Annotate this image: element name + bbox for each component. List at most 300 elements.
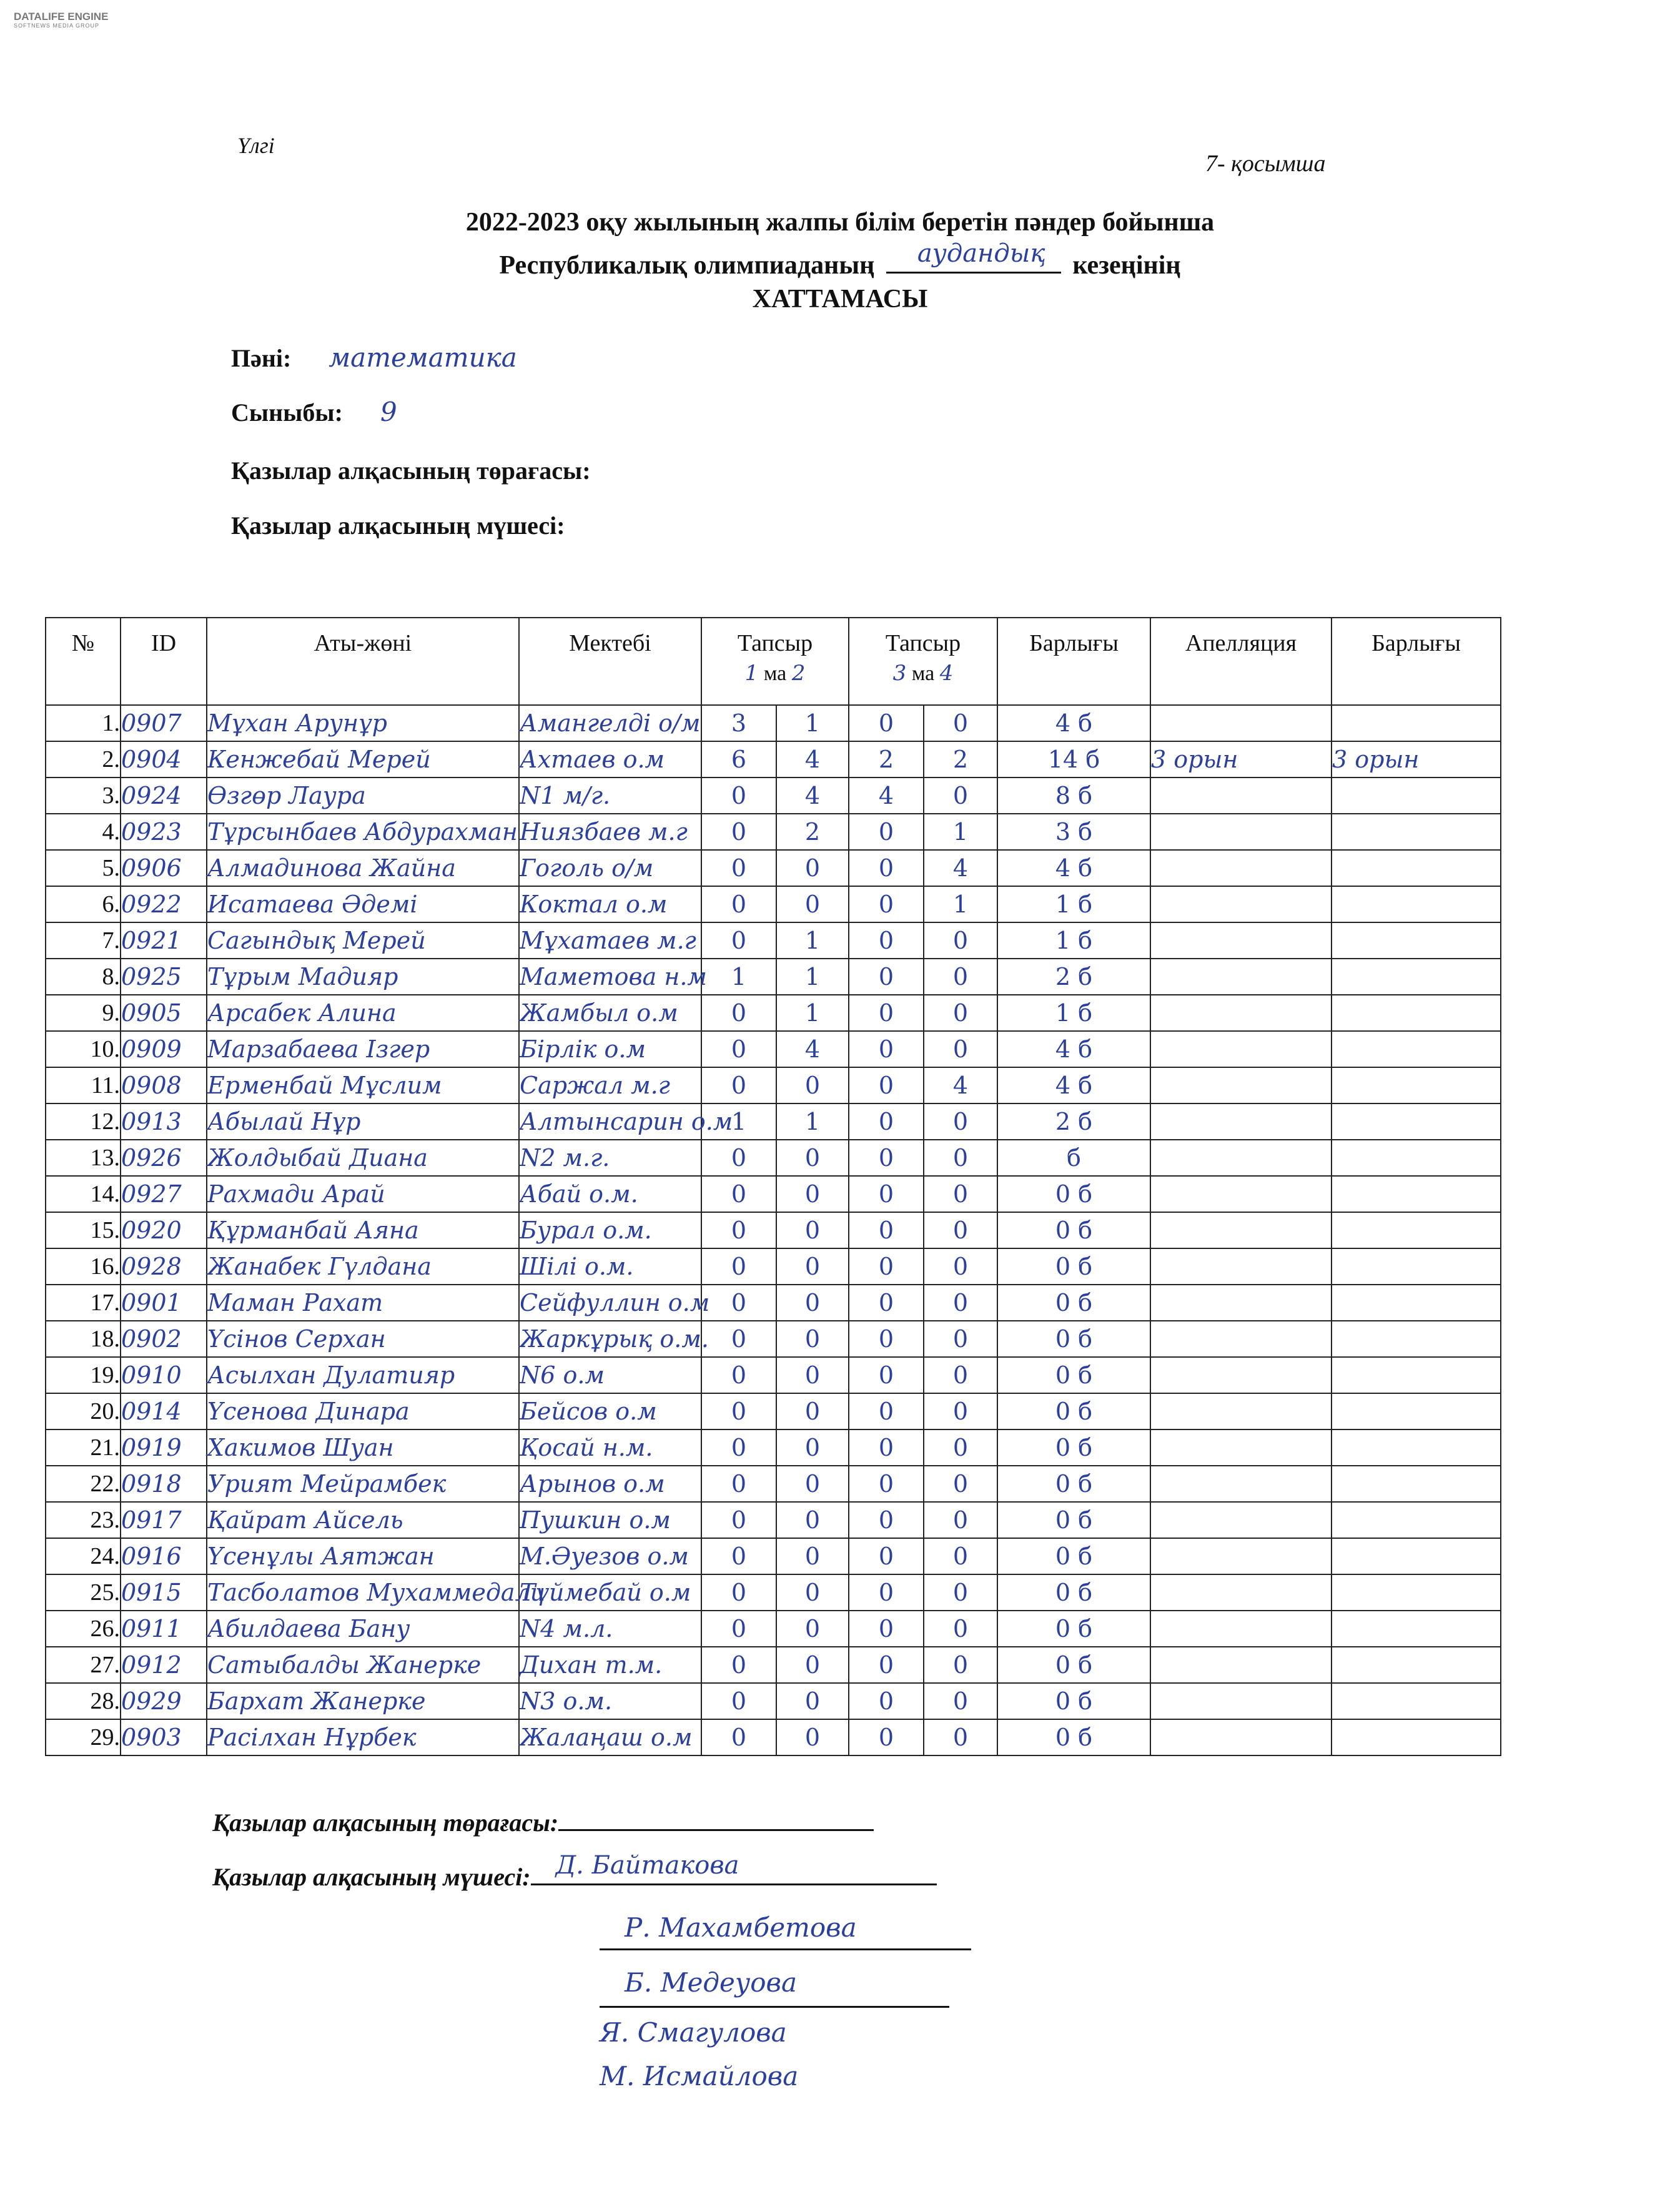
row-final	[1332, 1140, 1501, 1176]
row-id: 0907	[121, 705, 207, 741]
row-id: 0924	[121, 778, 207, 814]
col-task-b-label: Тапсыр	[885, 630, 961, 656]
footer-member-label: Қазылар алқасының мүшесі:	[212, 1863, 531, 1891]
row-school: Ниязбаев м.г	[519, 814, 701, 850]
row-final	[1332, 1393, 1501, 1429]
row-total: 8 б	[997, 778, 1150, 814]
row-task-4: 0	[924, 1357, 997, 1393]
row-task-3: 0	[849, 1683, 924, 1719]
row-school: Маметова н.м	[519, 959, 701, 995]
row-school: Жаркұрық о.м.	[519, 1321, 701, 1357]
row-task-3: 0	[849, 1611, 924, 1647]
row-appeal	[1150, 886, 1332, 922]
row-task-1: 0	[701, 1285, 776, 1321]
row-number: 22.	[46, 1466, 121, 1502]
row-name: Сатыбалды Жанерке	[207, 1647, 519, 1683]
row-name: Тұрсынбаев Абдурахман	[207, 814, 519, 850]
col-task-b-ma: ма	[911, 662, 935, 685]
row-task-1: 0	[701, 1683, 776, 1719]
row-final	[1332, 1466, 1501, 1502]
row-task-1: 1	[701, 959, 776, 995]
table-row	[46, 995, 1501, 1031]
row-task-3: 0	[849, 1357, 924, 1393]
row-task-3: 0	[849, 922, 924, 959]
row-task-1: 0	[701, 1429, 776, 1466]
row-final	[1332, 1502, 1501, 1538]
row-final	[1332, 1067, 1501, 1103]
row-school: Гоголь о/м	[519, 850, 701, 886]
row-id: 0919	[121, 1429, 207, 1466]
row-number: 29.	[46, 1719, 121, 1755]
row-task-4: 0	[924, 959, 997, 995]
row-task-3: 4	[849, 778, 924, 814]
row-total: 0 б	[997, 1212, 1150, 1248]
row-id: 0926	[121, 1140, 207, 1176]
table-row	[46, 1611, 1501, 1647]
row-task-2: 0	[776, 1683, 849, 1719]
row-total: 0 б	[997, 1176, 1150, 1212]
row-task-1: 0	[701, 1574, 776, 1611]
row-task-1: 0	[701, 886, 776, 922]
row-task-2: 0	[776, 1357, 849, 1393]
footer-member	[212, 1851, 937, 1892]
row-id: 0909	[121, 1031, 207, 1067]
row-task-2: 1	[776, 705, 849, 741]
row-appeal	[1150, 959, 1332, 995]
row-number: 6.	[46, 886, 121, 922]
table-row	[46, 1683, 1501, 1719]
row-number: 9.	[46, 995, 121, 1031]
row-appeal	[1150, 1719, 1332, 1755]
row-total: 2 б	[997, 959, 1150, 995]
row-task-4: 0	[924, 1719, 997, 1755]
row-task-3: 0	[849, 995, 924, 1031]
row-school: Коктал о.м	[519, 886, 701, 922]
row-final	[1332, 1212, 1501, 1248]
row-school: Жамбыл о.м	[519, 995, 701, 1031]
row-total: 4 б	[997, 850, 1150, 886]
row-school: Шілі о.м.	[519, 1248, 701, 1285]
row-id: 0908	[121, 1067, 207, 1103]
table-row	[46, 741, 1501, 778]
table-row	[46, 1285, 1501, 1321]
row-number: 11.	[46, 1067, 121, 1103]
row-number: 26.	[46, 1611, 121, 1647]
signature-1: Д. Байтакова	[555, 1851, 739, 1880]
subject-value: математика	[329, 342, 517, 373]
row-task-1: 0	[701, 1647, 776, 1683]
row-task-1: 0	[701, 1067, 776, 1103]
row-task-1: 0	[701, 1393, 776, 1429]
row-number: 18.	[46, 1321, 121, 1357]
row-task-1: 0	[701, 1140, 776, 1176]
row-task-2: 1	[776, 995, 849, 1031]
row-task-4: 0	[924, 1031, 997, 1067]
table-header-row	[46, 618, 1501, 705]
row-task-1: 0	[701, 850, 776, 886]
row-school: Сейфуллин о.м	[519, 1285, 701, 1321]
row-school: Алтынсарин о.м	[519, 1103, 701, 1140]
row-school: N2 м.г.	[519, 1140, 701, 1176]
row-task-4: 0	[924, 1285, 997, 1321]
row-id: 0903	[121, 1719, 207, 1755]
row-task-1: 0	[701, 778, 776, 814]
stage-field	[886, 239, 1061, 274]
row-task-1: 0	[701, 1611, 776, 1647]
row-final	[1332, 886, 1501, 922]
row-task-2: 0	[776, 1285, 849, 1321]
row-appeal	[1150, 1574, 1332, 1611]
table-row	[46, 814, 1501, 850]
watermark-main: DATALIFE ENGINE	[14, 11, 109, 22]
row-name: Расілхан Нұрбек	[207, 1719, 519, 1755]
signature-3: Б. Медеуова	[625, 1967, 798, 1998]
row-final	[1332, 1248, 1501, 1285]
table-row	[46, 1248, 1501, 1285]
row-task-4: 0	[924, 1176, 997, 1212]
grade-value: 9	[380, 397, 397, 427]
row-task-2: 4	[776, 778, 849, 814]
row-task-3: 0	[849, 1140, 924, 1176]
row-total: 0 б	[997, 1502, 1150, 1538]
stage-value: аудандық	[917, 239, 1045, 268]
page-title: ХАТТАМАСЫ	[752, 285, 928, 313]
row-task-4: 0	[924, 1683, 997, 1719]
row-task-4: 0	[924, 1140, 997, 1176]
row-task-2: 0	[776, 886, 849, 922]
row-name: Исатаева Әдемі	[207, 886, 519, 922]
row-final	[1332, 995, 1501, 1031]
row-id: 0918	[121, 1466, 207, 1502]
row-school: Бірлік о.м	[519, 1031, 701, 1067]
row-name: Марзабаева Ізгер	[207, 1031, 519, 1067]
table-row	[46, 1466, 1501, 1502]
row-appeal	[1150, 814, 1332, 850]
grade-label: Сыныбы:	[231, 398, 343, 427]
row-appeal	[1150, 1176, 1332, 1212]
row-name: Урият Мейрамбек	[207, 1466, 519, 1502]
row-school: Амангелді о/м	[519, 705, 701, 741]
row-appeal	[1150, 1031, 1332, 1067]
row-number: 16.	[46, 1248, 121, 1285]
row-task-3: 0	[849, 1176, 924, 1212]
row-id: 0912	[121, 1647, 207, 1683]
row-id: 0929	[121, 1683, 207, 1719]
row-total: 0 б	[997, 1357, 1150, 1393]
row-id: 0910	[121, 1357, 207, 1393]
table-row	[46, 886, 1501, 922]
row-school: Дихан т.м.	[519, 1647, 701, 1683]
col-appeal: Апелляция	[1150, 618, 1332, 705]
row-task-1: 0	[701, 1031, 776, 1067]
row-total: 0 б	[997, 1574, 1150, 1611]
row-task-4: 1	[924, 886, 997, 922]
row-appeal	[1150, 705, 1332, 741]
row-number: 12.	[46, 1103, 121, 1140]
row-id: 0928	[121, 1248, 207, 1285]
watermark	[14, 11, 108, 29]
row-number: 4.	[46, 814, 121, 850]
row-name: Жолдыбай Диана	[207, 1140, 519, 1176]
row-task-4: 4	[924, 1067, 997, 1103]
col-task-b	[849, 618, 997, 705]
row-appeal	[1150, 922, 1332, 959]
row-school: М.Әуезов о.м	[519, 1538, 701, 1574]
row-task-3: 0	[849, 1248, 924, 1285]
row-task-2: 0	[776, 1611, 849, 1647]
row-task-3: 0	[849, 1502, 924, 1538]
row-total: 0 б	[997, 1611, 1150, 1647]
title-line-1: 2022-2023 оқу жылының жалпы білім беретін пәндер бойынша	[465, 208, 1215, 237]
row-task-3: 0	[849, 1466, 924, 1502]
row-final	[1332, 1538, 1501, 1574]
row-number: 20.	[46, 1393, 121, 1429]
row-task-3: 0	[849, 814, 924, 850]
signature-line-3	[600, 2005, 949, 2008]
row-task-2: 0	[776, 1321, 849, 1357]
row-total: 1 б	[997, 886, 1150, 922]
row-task-3: 2	[849, 741, 924, 778]
row-final	[1332, 1357, 1501, 1393]
row-task-1: 0	[701, 1248, 776, 1285]
row-final	[1332, 1103, 1501, 1140]
row-final	[1332, 1429, 1501, 1466]
row-task-1: 0	[701, 995, 776, 1031]
table-row	[46, 850, 1501, 886]
table-row	[46, 1031, 1501, 1067]
row-task-3: 0	[849, 1212, 924, 1248]
row-name: Хакимов Шуан	[207, 1429, 519, 1466]
table-row	[46, 1647, 1501, 1683]
row-final	[1332, 1031, 1501, 1067]
row-task-1: 6	[701, 741, 776, 778]
row-name: Жанабек Гүлдана	[207, 1248, 519, 1285]
row-school: Арынов о.м	[519, 1466, 701, 1502]
col-task-a-n2: 2	[791, 661, 806, 686]
row-id: 0925	[121, 959, 207, 995]
row-task-2: 0	[776, 850, 849, 886]
row-task-4: 0	[924, 1212, 997, 1248]
footer-chair	[212, 1807, 874, 1837]
table-row	[46, 1357, 1501, 1393]
title-line-2-after: кезеңінің	[1072, 251, 1181, 280]
row-id: 0904	[121, 741, 207, 778]
row-task-2: 0	[776, 1393, 849, 1429]
row-appeal	[1150, 1647, 1332, 1683]
member-field	[231, 511, 565, 540]
row-school: N3 о.м.	[519, 1683, 701, 1719]
table-row	[46, 1140, 1501, 1176]
row-task-1: 0	[701, 814, 776, 850]
row-id: 0911	[121, 1611, 207, 1647]
row-total: 0 б	[997, 1683, 1150, 1719]
row-appeal	[1150, 1538, 1332, 1574]
row-name: Тасболатов Мухаммедали	[207, 1574, 519, 1611]
row-task-2: 2	[776, 814, 849, 850]
table-row	[46, 1103, 1501, 1140]
row-appeal	[1150, 850, 1332, 886]
row-number: 21.	[46, 1429, 121, 1466]
row-task-4: 0	[924, 1611, 997, 1647]
row-task-2: 0	[776, 1502, 849, 1538]
table-row	[46, 1574, 1501, 1611]
row-task-4: 0	[924, 1647, 997, 1683]
row-final	[1332, 778, 1501, 814]
row-name: Өзгөр Лаура	[207, 778, 519, 814]
row-final	[1332, 814, 1501, 850]
row-final	[1332, 705, 1501, 741]
row-task-2: 0	[776, 1719, 849, 1755]
row-task-4: 0	[924, 995, 997, 1031]
row-task-4: 4	[924, 850, 997, 886]
row-id: 0921	[121, 922, 207, 959]
row-number: 28.	[46, 1683, 121, 1719]
row-task-3: 0	[849, 1393, 924, 1429]
appendix-label: 7- қосымша	[1205, 151, 1326, 177]
row-number: 23.	[46, 1502, 121, 1538]
row-task-1: 0	[701, 1212, 776, 1248]
row-task-2: 1	[776, 959, 849, 995]
row-total: 0 б	[997, 1466, 1150, 1502]
table-row	[46, 1067, 1501, 1103]
row-name: Рахмади Арай	[207, 1176, 519, 1212]
row-id: 0923	[121, 814, 207, 850]
row-id: 0906	[121, 850, 207, 886]
signature-5: М. Исмайлова	[600, 2061, 799, 2091]
row-task-4: 2	[924, 741, 997, 778]
col-task-a-n1: 1	[744, 661, 759, 686]
table-row	[46, 778, 1501, 814]
row-school: Мұхатаев м.г	[519, 922, 701, 959]
row-task-1: 3	[701, 705, 776, 741]
row-appeal	[1150, 1285, 1332, 1321]
row-appeal	[1150, 1393, 1332, 1429]
row-task-1: 0	[701, 1538, 776, 1574]
row-appeal	[1150, 778, 1332, 814]
table-row	[46, 959, 1501, 995]
row-task-2: 0	[776, 1466, 849, 1502]
row-appeal	[1150, 995, 1332, 1031]
row-task-3: 0	[849, 959, 924, 995]
row-name: Абилдаева Бану	[207, 1611, 519, 1647]
row-name: Алмадинова Жайна	[207, 850, 519, 886]
row-task-3: 0	[849, 850, 924, 886]
row-task-2: 0	[776, 1538, 849, 1574]
row-school: Түймебай о.м	[519, 1574, 701, 1611]
row-school: N1 м/г.	[519, 778, 701, 814]
row-name: Маман Рахат	[207, 1285, 519, 1321]
row-total: 1 б	[997, 922, 1150, 959]
row-task-4: 0	[924, 1393, 997, 1429]
row-school: Абай о.м.	[519, 1176, 701, 1212]
row-task-4: 0	[924, 1466, 997, 1502]
row-task-2: 1	[776, 922, 849, 959]
row-appeal	[1150, 1357, 1332, 1393]
row-id: 0920	[121, 1212, 207, 1248]
row-name: Кенжебай Мерей	[207, 741, 519, 778]
row-task-2: 0	[776, 1429, 849, 1466]
col-total-after: Барлығы	[1332, 618, 1501, 705]
row-school: Саржал м.г	[519, 1067, 701, 1103]
row-school: Бурал о.м.	[519, 1212, 701, 1248]
table-row	[46, 1429, 1501, 1466]
row-id: 0914	[121, 1393, 207, 1429]
table-body	[46, 705, 1501, 1755]
row-final	[1332, 1611, 1501, 1647]
row-total: 0 б	[997, 1321, 1150, 1357]
row-task-3: 0	[849, 1031, 924, 1067]
row-appeal	[1150, 1212, 1332, 1248]
row-task-2: 4	[776, 1031, 849, 1067]
row-task-1: 0	[701, 1176, 776, 1212]
footer-chair-label: Қазылар алқасының төрағасы:	[212, 1809, 559, 1837]
row-total: 4 б	[997, 1067, 1150, 1103]
row-appeal	[1150, 1502, 1332, 1538]
col-task-a-sub	[702, 661, 848, 686]
row-task-1: 0	[701, 922, 776, 959]
row-number: 27.	[46, 1647, 121, 1683]
row-task-1: 1	[701, 1103, 776, 1140]
row-number: 8.	[46, 959, 121, 995]
row-number: 14.	[46, 1176, 121, 1212]
row-total: 3 б	[997, 814, 1150, 850]
row-task-3: 0	[849, 1103, 924, 1140]
signature-line-2	[600, 1947, 971, 1950]
row-task-1: 0	[701, 1357, 776, 1393]
row-school: Қосай н.м.	[519, 1429, 701, 1466]
row-school: Жалаңаш о.м	[519, 1719, 701, 1755]
row-task-3: 0	[849, 1067, 924, 1103]
row-task-4: 0	[924, 1248, 997, 1285]
row-total: 2 б	[997, 1103, 1150, 1140]
results-table	[45, 617, 1501, 1756]
row-number: 2.	[46, 741, 121, 778]
row-id: 0902	[121, 1321, 207, 1357]
row-final	[1332, 1176, 1501, 1212]
row-id: 0913	[121, 1103, 207, 1140]
row-task-1: 0	[701, 1321, 776, 1357]
row-task-3: 0	[849, 1574, 924, 1611]
row-total: 4 б	[997, 705, 1150, 741]
title-line-2	[0, 239, 1680, 280]
row-task-3: 0	[849, 705, 924, 741]
row-name: Арсабек Алина	[207, 995, 519, 1031]
row-total: 0 б	[997, 1538, 1150, 1574]
row-id: 0917	[121, 1502, 207, 1538]
row-total: 14 б	[997, 741, 1150, 778]
row-final	[1332, 1574, 1501, 1611]
row-name: Асылхан Дулатияр	[207, 1357, 519, 1393]
row-final	[1332, 850, 1501, 886]
row-task-1: 0	[701, 1502, 776, 1538]
row-number: 7.	[46, 922, 121, 959]
row-name: Үсенова Динара	[207, 1393, 519, 1429]
row-number: 25.	[46, 1574, 121, 1611]
table-row	[46, 1502, 1501, 1538]
row-task-3: 0	[849, 1429, 924, 1466]
row-task-3: 0	[849, 1719, 924, 1755]
row-total: 1 б	[997, 995, 1150, 1031]
row-name: Қайрат Айсель	[207, 1502, 519, 1538]
subject-label: Пәні:	[231, 344, 292, 372]
row-total: 0 б	[997, 1248, 1150, 1285]
row-task-3: 0	[849, 1647, 924, 1683]
row-task-1: 0	[701, 1719, 776, 1755]
row-task-4: 0	[924, 922, 997, 959]
col-num: №	[46, 618, 121, 705]
row-total: 0 б	[997, 1719, 1150, 1755]
row-appeal	[1150, 1611, 1332, 1647]
